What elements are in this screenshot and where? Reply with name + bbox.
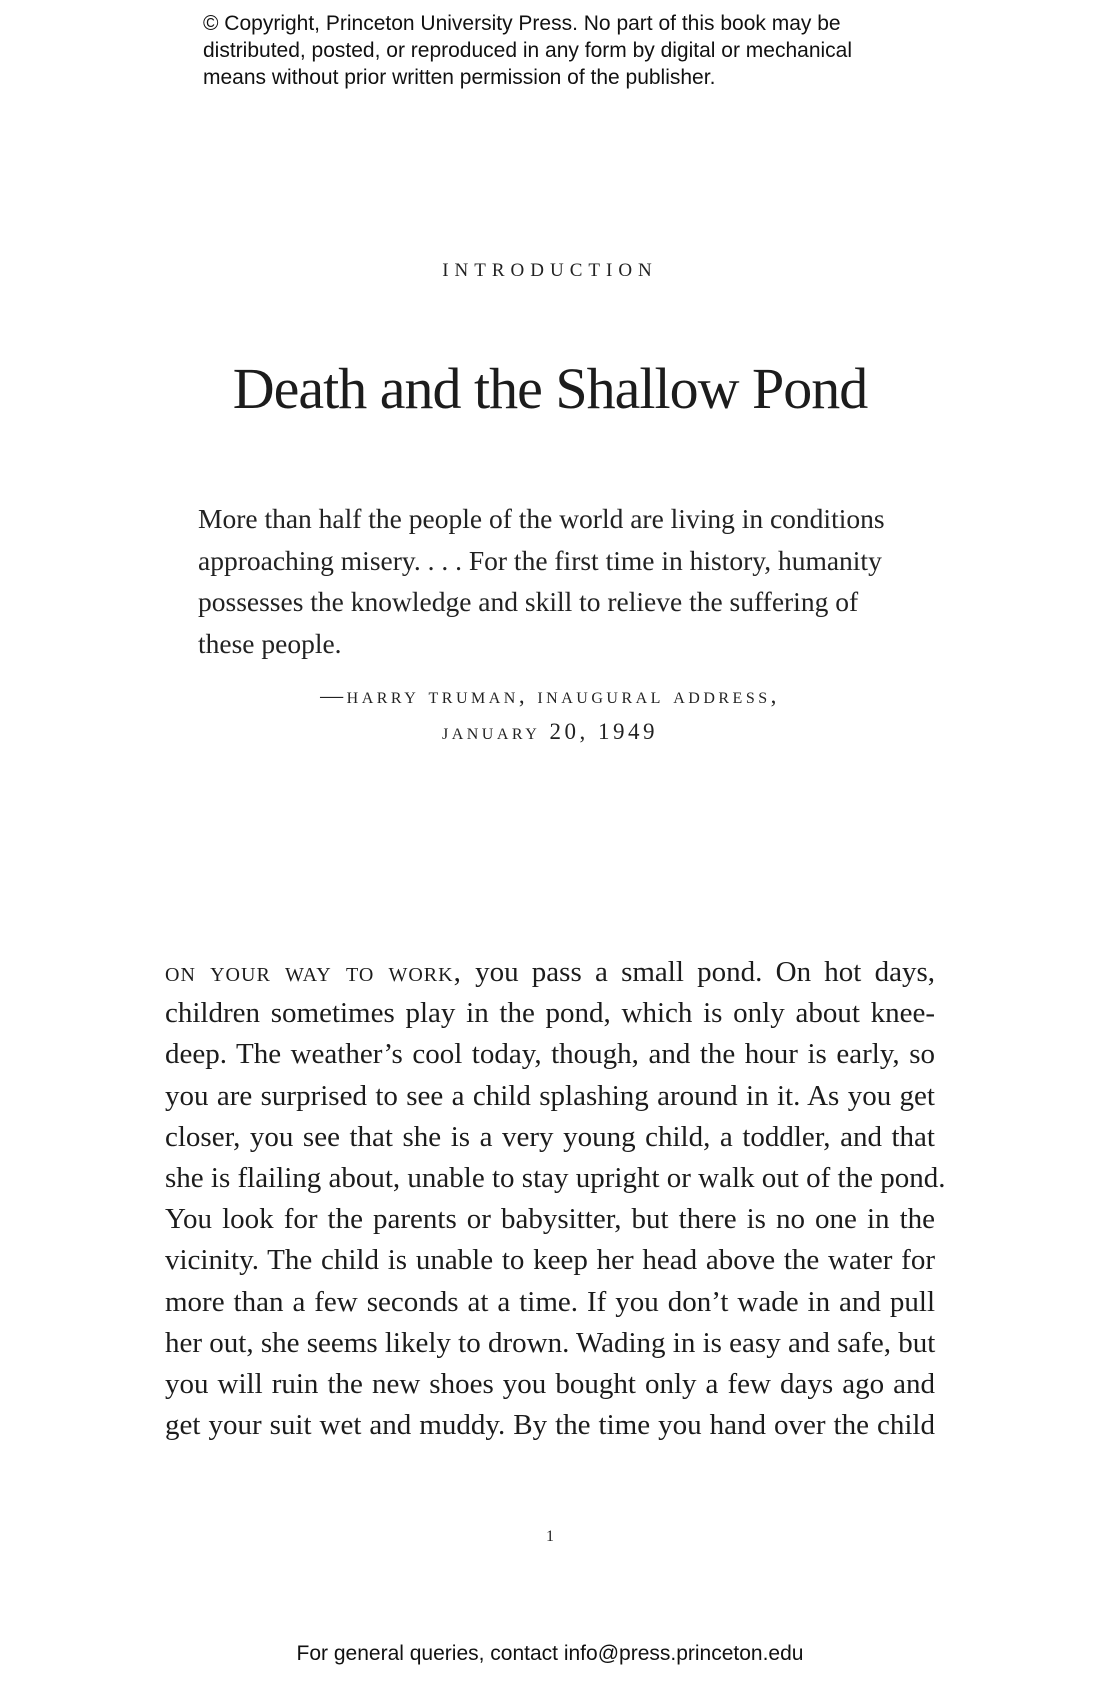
chapter-title: Death and the Shallow Pond	[232, 356, 868, 421]
epigraph-line: More than half the people of the world are living in conditions	[198, 503, 885, 534]
body-line: more than a few seconds at a time. If you don’t wade in and pull	[165, 1285, 935, 1318]
body-line: closer, you see that she is a very young child, a toddler, and that	[165, 1120, 935, 1153]
epigraph-attribution	[0, 678, 1100, 750]
epigraph-line: approaching misery. . . . For the first time in history, humanity	[198, 544, 882, 576]
body-line: her out, she seems likely to drown. Wading in is easy and safe, but	[165, 1326, 936, 1359]
attribution-line: january 20, 1949	[441, 719, 659, 744]
body-line: get your suit wet and muddy. By the time you hand over the child	[165, 1409, 935, 1442]
copyright-line: distributed, posted, or reproduced in any form by digital or mechanical	[203, 39, 853, 62]
body-line: vicinity. The child is unable to keep her head above the water for	[165, 1244, 935, 1277]
epigraph-line: possesses the knowledge and skill to relieve the suffering of	[198, 586, 859, 617]
lead-in-smallcaps: on your way to work,	[165, 956, 462, 988]
body-line: deep. The weather’s cool today, though, and the hour is early, so	[165, 1038, 935, 1071]
body-paragraph	[165, 952, 946, 1446]
body-line: children sometimes play in the pond, which is only about knee-	[165, 997, 935, 1030]
body-line: she is flailing about, unable to stay upright or walk out of the pond.	[165, 1162, 946, 1195]
epigraph	[198, 498, 918, 664]
body-line: You look for the parents or babysitter, but there is no one in the	[165, 1203, 935, 1236]
first-line-rest: you pass a small pond. On hot days,	[461, 956, 935, 988]
copyright-line: © Copyright, Princeton University Press. No part of this book may be	[203, 12, 841, 35]
epigraph-line: these people.	[198, 627, 342, 659]
copyright-line: means without prior written permission of the publisher.	[203, 66, 716, 89]
body-line: you are surprised to see a child splashing around in it. As you get	[165, 1079, 935, 1112]
page-number: 1	[546, 1528, 554, 1545]
body-line: you will ruin the new shoes you bought only a few days ago and	[165, 1368, 935, 1401]
footer-contact-note: For general queries, contact info@press.princeton.edu	[296, 1642, 804, 1665]
chapter-label: introduction	[442, 252, 658, 282]
copyright-notice	[203, 10, 963, 91]
attribution-line: —harry truman, inaugural address,	[320, 683, 780, 708]
body-line	[165, 952, 935, 993]
